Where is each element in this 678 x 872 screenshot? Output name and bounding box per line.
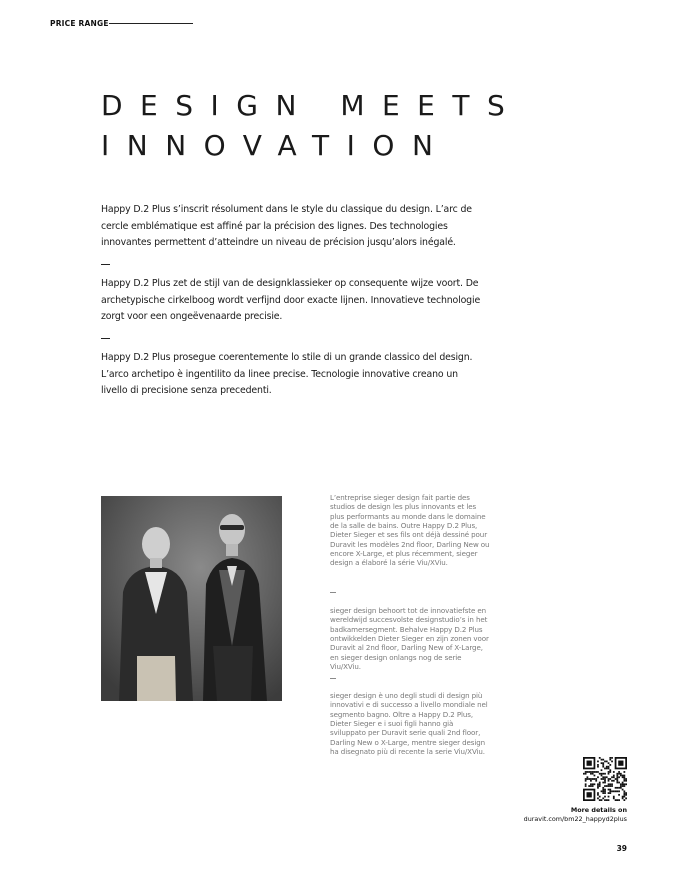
designers-photo <box>101 496 282 701</box>
page-number: 39 <box>616 844 627 853</box>
paragraph-divider <box>101 264 110 265</box>
sidebar-paragraph-nl: sieger design behoort tot de innovatiefste en wereldwijd succesvolste designstudio’s in het badkamersegment. Behalve Happy D.2 Plus ontwikkelden Dieter Sieger en zijn zonen voor Duravit al 2nd floor, Darling New of X-Large, en sieger design onlangs nog de serie Viu/XViu. <box>330 606 489 672</box>
headline-line-1: DESIGN MEETS <box>101 89 523 122</box>
qr-code-icon[interactable] <box>583 757 627 801</box>
section-rule <box>109 23 193 24</box>
sidebar-paragraph-it: sieger design è uno degli studi di design più innovativi e di successo a livello mondiale nel segmento bagno. Oltre a Happy D.2 Plus, Dieter Sieger e i suoi figli hanno già sviluppato per Duravit serie quali 2nd floor, Darling New o X-Large, mentre sieger design ha disegnato più di recente la serie Viu/XViu. <box>330 691 488 757</box>
intro-paragraph-fr: Happy D.2 Plus s’inscrit résolument dans le style du classique du design. L’arc de cercle emblématique est affiné par la précision des lignes. Des technologies innovantes permettent d’atteindre un niveau de précision jusqu’alors inégalé. <box>101 204 472 248</box>
page-headline <box>101 86 522 166</box>
designers-portrait-photo <box>101 496 282 701</box>
intro-paragraph-it: Happy D.2 Plus prosegue coerentemente lo stile di un grande classico del design. L’arco archetipo è ingentilito da linee precise. Tecnologie innovative creano un livello di precisione senza precedenti. <box>101 352 473 396</box>
paragraph-divider <box>101 338 110 339</box>
more-details-label: More details on <box>570 806 627 814</box>
headline-line-2: INNOVATION <box>101 129 451 162</box>
sidebar-divider <box>330 678 336 679</box>
section-label: PRICE RANGE <box>50 19 109 28</box>
intro-paragraph-nl: Happy D.2 Plus zet de stijl van de designklassieker op consequente wijze voort. De archetypische cirkelboog wordt verfijnd door exacte lijnen. Innovatieve technologie zorgt voor een ongeëvenaarde precisie. <box>101 278 481 322</box>
more-details-link[interactable]: duravit.com/bm22_happyd2plus <box>523 815 627 823</box>
sidebar-paragraph-fr: L’entreprise sieger design fait partie des studios de design les plus innovants et les plus performants au monde dans le domaine de la salle de bains. Outre Happy D.2 Plus, Dieter Sieger et ses fils ont déjà dessiné pour Duravit les modèles 2nd floor, Darling New ou encore X-Large, et plus récemment, sieger design a élaboré la série Viu/XViu. <box>330 493 490 568</box>
sidebar-divider <box>330 592 336 593</box>
